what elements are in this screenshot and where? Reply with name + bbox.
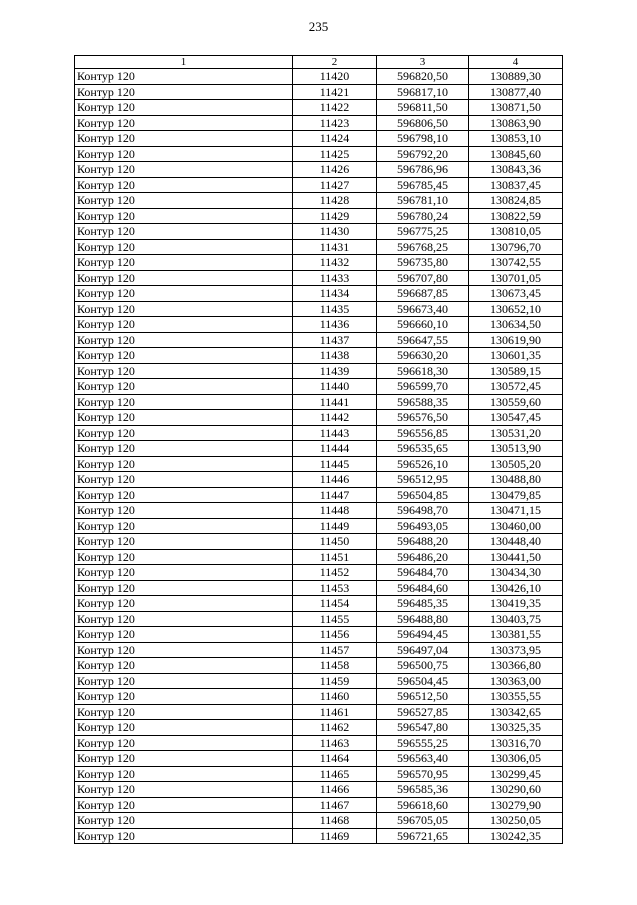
point-number-cell: 11436 <box>293 317 377 333</box>
table-row <box>75 239 563 255</box>
y-coordinate-cell: 130488,80 <box>469 472 563 488</box>
header-cell-1: 1 <box>75 56 293 69</box>
contour-name-cell: Контур 120 <box>75 487 293 503</box>
contour-name-cell: Контур 120 <box>75 503 293 519</box>
contour-name-cell: Контур 120 <box>75 317 293 333</box>
x-coordinate-cell: 596705,05 <box>377 813 469 829</box>
contour-name-cell: Контур 120 <box>75 425 293 441</box>
table-row <box>75 596 563 612</box>
y-coordinate-cell: 130589,15 <box>469 363 563 379</box>
table-row <box>75 704 563 720</box>
point-number-cell: 11467 <box>293 797 377 813</box>
y-coordinate-cell: 130531,20 <box>469 425 563 441</box>
y-coordinate-cell: 130325,35 <box>469 720 563 736</box>
table-row <box>75 131 563 147</box>
x-coordinate-cell: 596497,04 <box>377 642 469 658</box>
point-number-cell: 11437 <box>293 332 377 348</box>
y-coordinate-cell: 130845,60 <box>469 146 563 162</box>
table-row <box>75 301 563 317</box>
point-number-cell: 11468 <box>293 813 377 829</box>
contour-name-cell: Контур 120 <box>75 193 293 209</box>
contour-name-cell: Контур 120 <box>75 813 293 829</box>
y-coordinate-cell: 130381,55 <box>469 627 563 643</box>
contour-name-cell: Контур 120 <box>75 658 293 674</box>
point-number-cell: 11421 <box>293 84 377 100</box>
table-row <box>75 472 563 488</box>
x-coordinate-cell: 596798,10 <box>377 131 469 147</box>
y-coordinate-cell: 130824,85 <box>469 193 563 209</box>
point-number-cell: 11466 <box>293 782 377 798</box>
x-coordinate-cell: 596811,50 <box>377 100 469 116</box>
point-number-cell: 11463 <box>293 735 377 751</box>
table-row <box>75 751 563 767</box>
y-coordinate-cell: 130601,35 <box>469 348 563 364</box>
table-row <box>75 115 563 131</box>
x-coordinate-cell: 596498,70 <box>377 503 469 519</box>
point-number-cell: 11447 <box>293 487 377 503</box>
x-coordinate-cell: 596485,35 <box>377 596 469 612</box>
point-number-cell: 11440 <box>293 379 377 395</box>
page-number: 235 <box>308 19 329 34</box>
contour-name-cell: Контур 120 <box>75 456 293 472</box>
x-coordinate-cell: 596786,96 <box>377 162 469 178</box>
table-row <box>75 549 563 565</box>
x-coordinate-cell: 596673,40 <box>377 301 469 317</box>
contour-name-cell: Контур 120 <box>75 162 293 178</box>
table-row <box>75 286 563 302</box>
contour-name-cell: Контур 120 <box>75 100 293 116</box>
y-coordinate-cell: 130547,45 <box>469 410 563 426</box>
point-number-cell: 11442 <box>293 410 377 426</box>
x-coordinate-cell: 596486,20 <box>377 549 469 565</box>
x-coordinate-cell: 596707,80 <box>377 270 469 286</box>
point-number-cell: 11449 <box>293 518 377 534</box>
point-number-cell: 11452 <box>293 565 377 581</box>
point-number-cell: 11451 <box>293 549 377 565</box>
point-number-cell: 11454 <box>293 596 377 612</box>
point-number-cell: 11420 <box>293 69 377 85</box>
x-coordinate-cell: 596512,50 <box>377 689 469 705</box>
point-number-cell: 11461 <box>293 704 377 720</box>
y-coordinate-cell: 130242,35 <box>469 828 563 844</box>
contour-name-cell: Контур 120 <box>75 704 293 720</box>
point-number-cell: 11459 <box>293 673 377 689</box>
point-number-cell: 11453 <box>293 580 377 596</box>
x-coordinate-cell: 596735,80 <box>377 255 469 271</box>
y-coordinate-cell: 130796,70 <box>469 239 563 255</box>
x-coordinate-cell: 596781,10 <box>377 193 469 209</box>
x-coordinate-cell: 596563,40 <box>377 751 469 767</box>
point-number-cell: 11424 <box>293 131 377 147</box>
contour-name-cell: Контур 120 <box>75 627 293 643</box>
x-coordinate-cell: 596647,55 <box>377 332 469 348</box>
table-row <box>75 766 563 782</box>
x-coordinate-cell: 596484,60 <box>377 580 469 596</box>
table-row <box>75 379 563 395</box>
x-coordinate-cell: 596526,10 <box>377 456 469 472</box>
contour-name-cell: Контур 120 <box>75 534 293 550</box>
table-row <box>75 270 563 286</box>
y-coordinate-cell: 130810,05 <box>469 224 563 240</box>
contour-name-cell: Контур 120 <box>75 332 293 348</box>
table-header-row <box>75 56 563 69</box>
y-coordinate-cell: 130250,05 <box>469 813 563 829</box>
point-number-cell: 11450 <box>293 534 377 550</box>
x-coordinate-cell: 596780,24 <box>377 208 469 224</box>
table-row <box>75 177 563 193</box>
point-number-cell: 11446 <box>293 472 377 488</box>
contour-name-cell: Контур 120 <box>75 255 293 271</box>
y-coordinate-cell: 130479,85 <box>469 487 563 503</box>
x-coordinate-cell: 596500,75 <box>377 658 469 674</box>
table-row <box>75 84 563 100</box>
point-number-cell: 11455 <box>293 611 377 627</box>
point-number-cell: 11445 <box>293 456 377 472</box>
y-coordinate-cell: 130403,75 <box>469 611 563 627</box>
point-number-cell: 11464 <box>293 751 377 767</box>
y-coordinate-cell: 130889,30 <box>469 69 563 85</box>
contour-name-cell: Контур 120 <box>75 348 293 364</box>
point-number-cell: 11456 <box>293 627 377 643</box>
y-coordinate-cell: 130342,65 <box>469 704 563 720</box>
y-coordinate-cell: 130355,55 <box>469 689 563 705</box>
point-number-cell: 11426 <box>293 162 377 178</box>
point-number-cell: 11431 <box>293 239 377 255</box>
x-coordinate-cell: 596488,20 <box>377 534 469 550</box>
point-number-cell: 11460 <box>293 689 377 705</box>
y-coordinate-cell: 130572,45 <box>469 379 563 395</box>
table-row <box>75 735 563 751</box>
point-number-cell: 11423 <box>293 115 377 131</box>
point-number-cell: 11438 <box>293 348 377 364</box>
y-coordinate-cell: 130619,90 <box>469 332 563 348</box>
contour-name-cell: Контур 120 <box>75 596 293 612</box>
point-number-cell: 11439 <box>293 363 377 379</box>
table-row <box>75 689 563 705</box>
x-coordinate-cell: 596806,50 <box>377 115 469 131</box>
y-coordinate-cell: 130863,90 <box>469 115 563 131</box>
point-number-cell: 11462 <box>293 720 377 736</box>
table-row <box>75 611 563 627</box>
y-coordinate-cell: 130448,40 <box>469 534 563 550</box>
point-number-cell: 11434 <box>293 286 377 302</box>
table-row <box>75 441 563 457</box>
x-coordinate-cell: 596817,10 <box>377 84 469 100</box>
x-coordinate-cell: 596570,95 <box>377 766 469 782</box>
x-coordinate-cell: 596488,80 <box>377 611 469 627</box>
y-coordinate-cell: 130460,00 <box>469 518 563 534</box>
y-coordinate-cell: 130505,20 <box>469 456 563 472</box>
contour-name-cell: Контур 120 <box>75 642 293 658</box>
contour-name-cell: Контур 120 <box>75 115 293 131</box>
table-row <box>75 255 563 271</box>
contour-name-cell: Контур 120 <box>75 797 293 813</box>
x-coordinate-cell: 596768,25 <box>377 239 469 255</box>
point-number-cell: 11469 <box>293 828 377 844</box>
y-coordinate-cell: 130373,95 <box>469 642 563 658</box>
y-coordinate-cell: 130673,45 <box>469 286 563 302</box>
contour-name-cell: Контур 120 <box>75 580 293 596</box>
coordinates-table <box>74 55 563 844</box>
point-number-cell: 11465 <box>293 766 377 782</box>
x-coordinate-cell: 596687,85 <box>377 286 469 302</box>
x-coordinate-cell: 596775,25 <box>377 224 469 240</box>
table-row <box>75 410 563 426</box>
contour-name-cell: Контур 120 <box>75 224 293 240</box>
table-row <box>75 425 563 441</box>
x-coordinate-cell: 596660,10 <box>377 317 469 333</box>
y-coordinate-cell: 130434,30 <box>469 565 563 581</box>
contour-name-cell: Контур 120 <box>75 239 293 255</box>
y-coordinate-cell: 130822,59 <box>469 208 563 224</box>
contour-name-cell: Контур 120 <box>75 518 293 534</box>
y-coordinate-cell: 130363,00 <box>469 673 563 689</box>
point-number-cell: 11443 <box>293 425 377 441</box>
x-coordinate-cell: 596792,20 <box>377 146 469 162</box>
contour-name-cell: Контур 120 <box>75 286 293 302</box>
table-row <box>75 673 563 689</box>
header-cell-3: 3 <box>377 56 469 69</box>
contour-name-cell: Контур 120 <box>75 84 293 100</box>
table-row <box>75 503 563 519</box>
point-number-cell: 11444 <box>293 441 377 457</box>
x-coordinate-cell: 596599,70 <box>377 379 469 395</box>
x-coordinate-cell: 596504,45 <box>377 673 469 689</box>
x-coordinate-cell: 596630,20 <box>377 348 469 364</box>
y-coordinate-cell: 130279,90 <box>469 797 563 813</box>
contour-name-cell: Контур 120 <box>75 177 293 193</box>
point-number-cell: 11432 <box>293 255 377 271</box>
contour-name-cell: Контур 120 <box>75 270 293 286</box>
table-row <box>75 565 563 581</box>
contour-name-cell: Контур 120 <box>75 828 293 844</box>
contour-name-cell: Контур 120 <box>75 549 293 565</box>
table-row <box>75 146 563 162</box>
table-row <box>75 487 563 503</box>
point-number-cell: 11435 <box>293 301 377 317</box>
contour-name-cell: Контур 120 <box>75 379 293 395</box>
contour-name-cell: Контур 120 <box>75 673 293 689</box>
contour-name-cell: Контур 120 <box>75 472 293 488</box>
table-row <box>75 797 563 813</box>
x-coordinate-cell: 596555,25 <box>377 735 469 751</box>
x-coordinate-cell: 596504,85 <box>377 487 469 503</box>
table-row <box>75 534 563 550</box>
y-coordinate-cell: 130419,35 <box>469 596 563 612</box>
point-number-cell: 11428 <box>293 193 377 209</box>
table-row <box>75 642 563 658</box>
header-cell-4: 4 <box>469 56 563 69</box>
x-coordinate-cell: 596721,65 <box>377 828 469 844</box>
point-number-cell: 11422 <box>293 100 377 116</box>
y-coordinate-cell: 130634,50 <box>469 317 563 333</box>
x-coordinate-cell: 596493,05 <box>377 518 469 534</box>
y-coordinate-cell: 130742,55 <box>469 255 563 271</box>
table-row <box>75 518 563 534</box>
y-coordinate-cell: 130871,50 <box>469 100 563 116</box>
y-coordinate-cell: 130513,90 <box>469 441 563 457</box>
contour-name-cell: Контур 120 <box>75 363 293 379</box>
table-row <box>75 580 563 596</box>
contour-name-cell: Контур 120 <box>75 720 293 736</box>
y-coordinate-cell: 130441,50 <box>469 549 563 565</box>
table-row <box>75 162 563 178</box>
table-body <box>75 56 563 844</box>
y-coordinate-cell: 130652,10 <box>469 301 563 317</box>
x-coordinate-cell: 596535,65 <box>377 441 469 457</box>
x-coordinate-cell: 596556,85 <box>377 425 469 441</box>
table-row <box>75 69 563 85</box>
y-coordinate-cell: 130701,05 <box>469 270 563 286</box>
contour-name-cell: Контур 120 <box>75 565 293 581</box>
contour-name-cell: Контур 120 <box>75 766 293 782</box>
table-row <box>75 394 563 410</box>
x-coordinate-cell: 596588,35 <box>377 394 469 410</box>
table-row <box>75 782 563 798</box>
y-coordinate-cell: 130877,40 <box>469 84 563 100</box>
point-number-cell: 11457 <box>293 642 377 658</box>
y-coordinate-cell: 130290,60 <box>469 782 563 798</box>
y-coordinate-cell: 130853,10 <box>469 131 563 147</box>
x-coordinate-cell: 596484,70 <box>377 565 469 581</box>
y-coordinate-cell: 130837,45 <box>469 177 563 193</box>
y-coordinate-cell: 130559,60 <box>469 394 563 410</box>
contour-name-cell: Контур 120 <box>75 751 293 767</box>
contour-name-cell: Контур 120 <box>75 689 293 705</box>
table-row <box>75 658 563 674</box>
y-coordinate-cell: 130426,10 <box>469 580 563 596</box>
contour-name-cell: Контур 120 <box>75 131 293 147</box>
y-coordinate-cell: 130366,80 <box>469 658 563 674</box>
contour-name-cell: Контур 120 <box>75 441 293 457</box>
table-row <box>75 720 563 736</box>
x-coordinate-cell: 596820,50 <box>377 69 469 85</box>
x-coordinate-cell: 596547,80 <box>377 720 469 736</box>
x-coordinate-cell: 596494,45 <box>377 627 469 643</box>
contour-name-cell: Контур 120 <box>75 146 293 162</box>
table-row <box>75 813 563 829</box>
contour-name-cell: Контур 120 <box>75 410 293 426</box>
x-coordinate-cell: 596585,36 <box>377 782 469 798</box>
point-number-cell: 11430 <box>293 224 377 240</box>
point-number-cell: 11448 <box>293 503 377 519</box>
header-cell-2: 2 <box>293 56 377 69</box>
point-number-cell: 11433 <box>293 270 377 286</box>
y-coordinate-cell: 130843,36 <box>469 162 563 178</box>
table-row <box>75 193 563 209</box>
point-number-cell: 11429 <box>293 208 377 224</box>
contour-name-cell: Контур 120 <box>75 208 293 224</box>
table-row <box>75 208 563 224</box>
y-coordinate-cell: 130471,15 <box>469 503 563 519</box>
table-row <box>75 100 563 116</box>
x-coordinate-cell: 596618,30 <box>377 363 469 379</box>
x-coordinate-cell: 596576,50 <box>377 410 469 426</box>
point-number-cell: 11425 <box>293 146 377 162</box>
y-coordinate-cell: 130299,45 <box>469 766 563 782</box>
point-number-cell: 11441 <box>293 394 377 410</box>
table-row <box>75 828 563 844</box>
contour-name-cell: Контур 120 <box>75 394 293 410</box>
y-coordinate-cell: 130306,05 <box>469 751 563 767</box>
table-row <box>75 363 563 379</box>
table-row <box>75 224 563 240</box>
contour-name-cell: Контур 120 <box>75 301 293 317</box>
x-coordinate-cell: 596512,95 <box>377 472 469 488</box>
x-coordinate-cell: 596785,45 <box>377 177 469 193</box>
point-number-cell: 11427 <box>293 177 377 193</box>
contour-name-cell: Контур 120 <box>75 735 293 751</box>
point-number-cell: 11458 <box>293 658 377 674</box>
contour-name-cell: Контур 120 <box>75 782 293 798</box>
contour-name-cell: Контур 120 <box>75 611 293 627</box>
x-coordinate-cell: 596527,85 <box>377 704 469 720</box>
table-row <box>75 348 563 364</box>
y-coordinate-cell: 130316,70 <box>469 735 563 751</box>
table-row <box>75 332 563 348</box>
table-row <box>75 456 563 472</box>
contour-name-cell: Контур 120 <box>75 69 293 85</box>
table-row <box>75 317 563 333</box>
table-row <box>75 627 563 643</box>
x-coordinate-cell: 596618,60 <box>377 797 469 813</box>
